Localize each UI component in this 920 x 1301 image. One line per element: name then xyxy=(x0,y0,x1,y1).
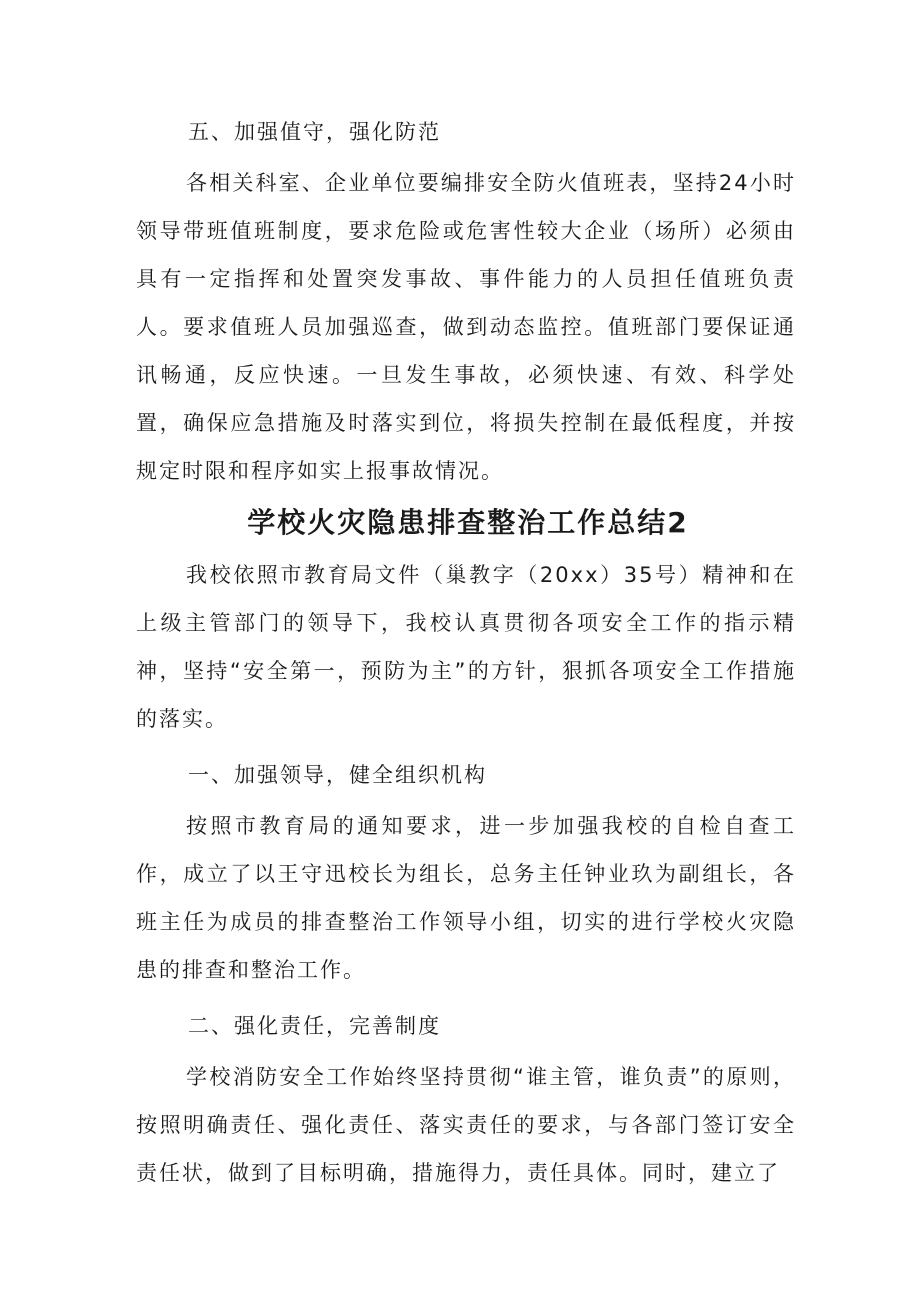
section-paragraph: 学校消防安全工作始终坚持贯彻“谁主管，谁负责”的原则，按照明确责任、强化责任、落实责任的要求，与各部门签订安全责任状，做到了目标明确，措施得力，责任具体。同时，建立了 xyxy=(136,1065,796,1185)
section-heading: 五、加强值守，强化防范 xyxy=(188,120,441,144)
section-heading: 二、强化责任，完善制度 xyxy=(188,1014,441,1038)
section-heading: 一、加强领导，健全组织机构 xyxy=(188,763,487,787)
document-title: 学校火灾隐患排查整治工作总结2 xyxy=(247,506,689,539)
document-body xyxy=(136,112,796,1197)
section-paragraph: 按照市教育局的通知要求，进一步加强我校的自检自查工作，成立了以王守迅校长为组长，总务主任钟业玖为副组长，各班主任为成员的排查整治工作领导小组，切实的进行学校火灾隐患的排查和整治工作。 xyxy=(136,814,796,982)
intro-paragraph: 我校依照市教育局文件（巢教字（20xx）35号）精神和在上级主管部门的领导下，我校认真贯彻各项安全工作的指示精神，坚持“安全第一，预防为主”的方针，狠抓各项安全工作措施的落实。 xyxy=(136,563,796,731)
section-paragraph: 各相关科室、企业单位要编排安全防火值班表，坚持24小时领导带班值班制度，要求危险或危害性较大企业（场所）必须由具有一定指挥和处置突发事故、事件能力的人员担任值班负责人。要求值班人员加强巡查，做到动态监控。值班部门要保证通讯畅通，反应快速。一旦发生事故，必须快速、有效、科学处置，确保应急措施及时落实到位，将损失控制在最低程度，并按规定时限和程序如实上报事故情况。 xyxy=(136,171,796,483)
